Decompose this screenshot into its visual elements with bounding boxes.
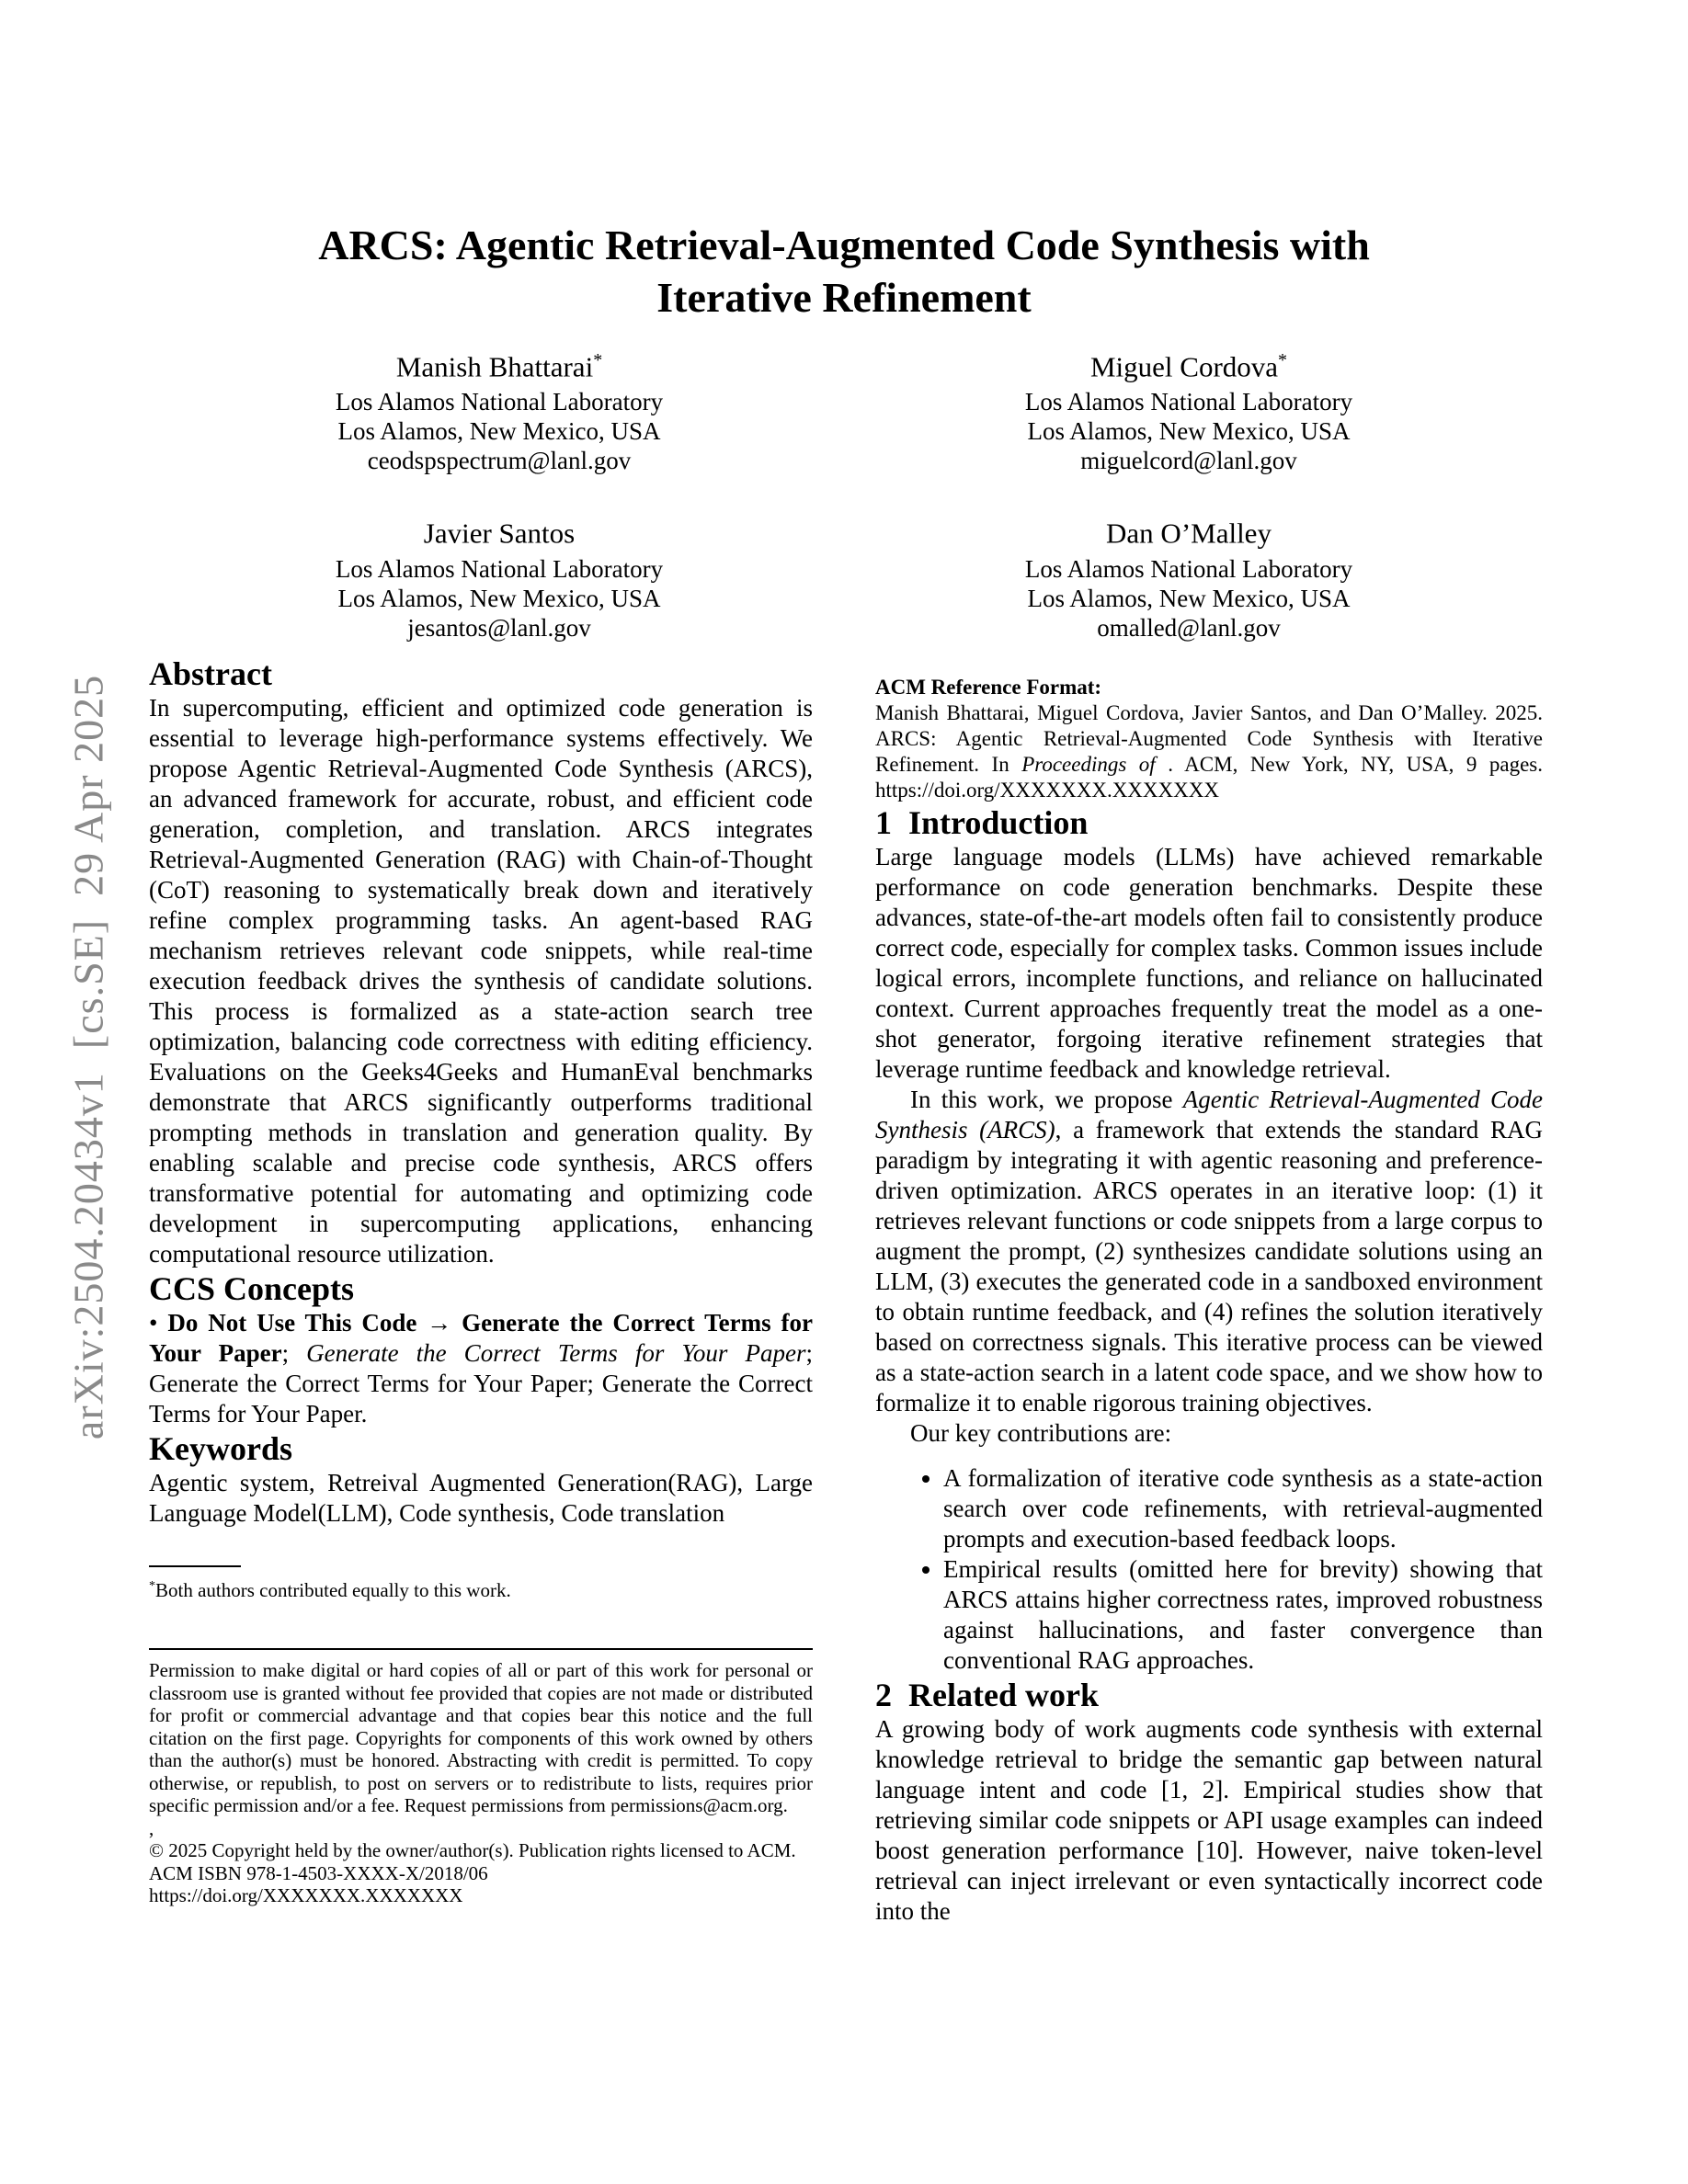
acm-reference-block <box>875 675 1543 803</box>
author-card-dan-omalley <box>844 508 1534 642</box>
keywords-heading: Keywords <box>149 1430 292 1467</box>
footnote-marker: * <box>149 1579 155 1593</box>
abstract-text: In supercomputing, efficient and optimized code generation is essential to leverage high-performance systems effectively. We propose Agentic Retrieval-Augmented Code Synthesis (ARCS), an advanced framework for accurate, robust, and efficient code generation, completion, and translation. ARCS integrates Retrieval-Augmented Generation (RAG) with Chain-of-Thought (CoT) reasoning to systematically break down and iteratively refine complex programming tasks. An agent-based RAG mechanism retrieves relevant code snippets, while real-time execution feedback drives the synthesis of candidate solutions. This process is formalized as a state-action search tree optimization, balancing code correctness with editing efficiency. Evaluations on the Geeks4Geeks and HumanEval benchmarks demonstrate that ARCS significantly outperforms traditional prompting methods in translation and generation quality. By enabling scalable and precise code synthesis, ARCS offers transformative potential for automating and optimizing code development in supercomputing applications, enhancing computational resource utilization. <box>149 694 813 1268</box>
keywords-text: Agentic system, Retreival Augmented Generation(RAG), Large Language Model(LLM), Code synthesis, Code translation <box>149 1469 813 1527</box>
related-work-paragraph: A growing body of work augments code synthesis with external knowledge retrieval to bridge the semantic gap between natural language intent and code [1, 2]. Empirical studies show that retrieving similar code snippets or API usage examples can indeed boost generation performance [10]. However, naive token-level retrieval can inject irrelevant or even syntactically incorrect code into the <box>875 1715 1543 1925</box>
author-card-manish-bhattarai <box>154 342 844 475</box>
left-column <box>149 654 813 1907</box>
ccs-rest-segment: ; Generate the Correct Terms for Your Paper; Generate the Correct Terms for Your Paper. <box>149 1339 813 1428</box>
author-affiliation: Los Alamos National Laboratory <box>1024 554 1353 583</box>
author-card-miguel-cordova <box>844 342 1534 475</box>
section-number: 1 <box>875 804 892 841</box>
abstract-heading: Abstract <box>149 655 272 692</box>
paper-title <box>0 219 1688 324</box>
section-number: 2 <box>875 1677 892 1713</box>
section-heading-introduction <box>875 803 1543 842</box>
isbn-line: ACM ISBN 978-1-4503-XXXX-X/2018/06 <box>149 1861 488 1884</box>
section-title: Introduction <box>908 804 1089 841</box>
right-column <box>875 654 1543 1927</box>
ccs-bold-segment: Do Not Use This Code → Generate the Correct Terms for Your Paper <box>149 1309 814 1367</box>
author-card-javier-santos <box>154 508 844 642</box>
author-location: Los Alamos, New Mexico, USA <box>1027 417 1351 446</box>
ccs-separator: ; <box>281 1339 307 1367</box>
contribution-item: • Empirical results (omitted here for brevity) showing that ARCS attains higher correctness rates, improved robustness against hallucinations, and faster convergence than conventional RAG approaches. <box>943 1554 1543 1676</box>
author-email: ceodspspectrum@lanl.gov <box>367 447 632 475</box>
author-affiliation: Los Alamos National Laboratory <box>1024 388 1353 416</box>
section-heading-related-work <box>875 1676 1543 1714</box>
acm-ref-segment-2: . ACM, New York, NY, USA, 9 pages. https://doi.org/XXXXXXX.XXXXXXX <box>875 753 1543 802</box>
doi-line: https://doi.org/XXXXXXX.XXXXXXX <box>149 1884 463 1906</box>
ccs-italic-segment: Generate the Correct Terms for Your Paper <box>306 1339 806 1367</box>
ccs-bullet: • <box>149 1309 168 1337</box>
author-name: Dan O’Malley <box>1106 517 1272 550</box>
acm-ref-segment-1: Manish Bhattarai, Miguel Cordova, Javier Santos, and Dan O’Malley. 2025. ARCS: Agentic Retrieval-Augmented Code Synthesis with Iterative Refinement. In <box>875 701 1543 776</box>
ccs-concepts-heading: CCS Concepts <box>149 1270 355 1307</box>
copyright-line: © 2025 Copyright held by the owner/author(s). Publication rights licensed to ACM. <box>149 1839 796 1861</box>
intro-p2-arcs-italic: Agentic Retrieval-Augmented Code Synthesis (ARCS) <box>875 1086 1543 1143</box>
author-location: Los Alamos, New Mexico, USA <box>337 584 661 612</box>
acm-reference-label: ACM Reference Format: <box>875 676 1102 699</box>
permission-text: Permission to make digital or hard copies of all or part of this work for personal or classroom use is granted without fee provided that copies are not made or distributed for profit or commercial advantage and that copies bear this notice and the full citation on the first page. Copyrights for components of this work owned by others than the author(s) must be honored. Abstracting with credit is permitted. To copy otherwise, or republish, to post on servers or to redistribute to lists, requires prior specific permission and/or a fee. Request permissions from permissions@acm.org. <box>149 1659 813 1816</box>
equal-contribution-mark: * <box>1278 350 1288 370</box>
intro-p2-segment-1: In this work, we propose <box>910 1086 1183 1113</box>
author-affiliation: Los Alamos National Laboratory <box>335 554 664 583</box>
arxiv-watermark: arXiv:2504.20434v1 [cs.SE] 29 Apr 2025 <box>64 674 112 1440</box>
author-email: miguelcord@lanl.gov <box>1080 447 1297 475</box>
author-location: Los Alamos, New Mexico, USA <box>1027 584 1351 612</box>
section-title: Related work <box>908 1677 1099 1713</box>
author-email: omalled@lanl.gov <box>1097 613 1281 642</box>
author-name: Manish Bhattarai* <box>395 350 603 383</box>
author-location: Los Alamos, New Mexico, USA <box>337 417 661 446</box>
author-name: Javier Santos <box>423 517 576 550</box>
acm-ref-proceedings: Proceedings of <box>1021 753 1169 776</box>
equal-contribution-mark: * <box>593 350 603 370</box>
title-line-2: Iterative Refinement <box>656 274 1032 321</box>
footnote-text: Both authors contributed equally to this work. <box>155 1579 511 1601</box>
introduction-paragraph-1: Large language models (LLMs) have achieved remarkable performance on code generation benchmarks. Despite these advances, state-of-the-art models often fail to consistently produce correct code, especially for complex tasks. Common issues include logical errors, incomplete functions, and reliance on hallucinated context. Current approaches frequently treat the model as a one-shot generator, forgoing iterative refinement strategies that leverage runtime feedback and knowledge retrieval. <box>875 843 1543 1083</box>
footnote <box>149 1575 813 1602</box>
intro-p2-segment-2: , a framework that extends the standard RAG paradigm by integrating it with agentic reasoning and preference-driven optimization. ARCS operates in an iterative loop: (1) it retrieves relevant functions or code snippets from a large corpus to augment the prompt, (2) synthesizes candidate solutions using an LLM, (3) executes the generated code in a sandboxed environment to obtain runtime feedback, and (4) refines the solution iteratively based on correctness signals. This iterative process can be viewed as a state-action search in a latent code space, and we show how to formalize it to enable rigorous training objectives. <box>875 1116 1543 1416</box>
contributions-lead: Our key contributions are: <box>910 1419 1172 1447</box>
conference-line: , <box>149 1816 154 1839</box>
permission-rule <box>149 1648 813 1650</box>
authors-block <box>154 342 1534 643</box>
ccs-concepts-text <box>149 1308 813 1429</box>
contribution-item: • A formalization of iterative code synthesis as a state-action search over code refinements, with retrieval-augmented prompts and execution-based feedback loops. <box>943 1463 1543 1554</box>
footnote-rule <box>149 1565 241 1567</box>
introduction-paragraph-2 <box>875 1085 1543 1418</box>
author-affiliation: Los Alamos National Laboratory <box>335 388 664 416</box>
title-line-1: ARCS: Agentic Retrieval-Augmented Code Synthesis with <box>318 222 1370 268</box>
acm-reference-text <box>875 700 1543 803</box>
contributions-list <box>875 1463 1543 1676</box>
author-name: Miguel Cordova* <box>1089 350 1288 383</box>
author-email: jesantos@lanl.gov <box>407 613 591 642</box>
two-column-body <box>149 654 1543 1927</box>
